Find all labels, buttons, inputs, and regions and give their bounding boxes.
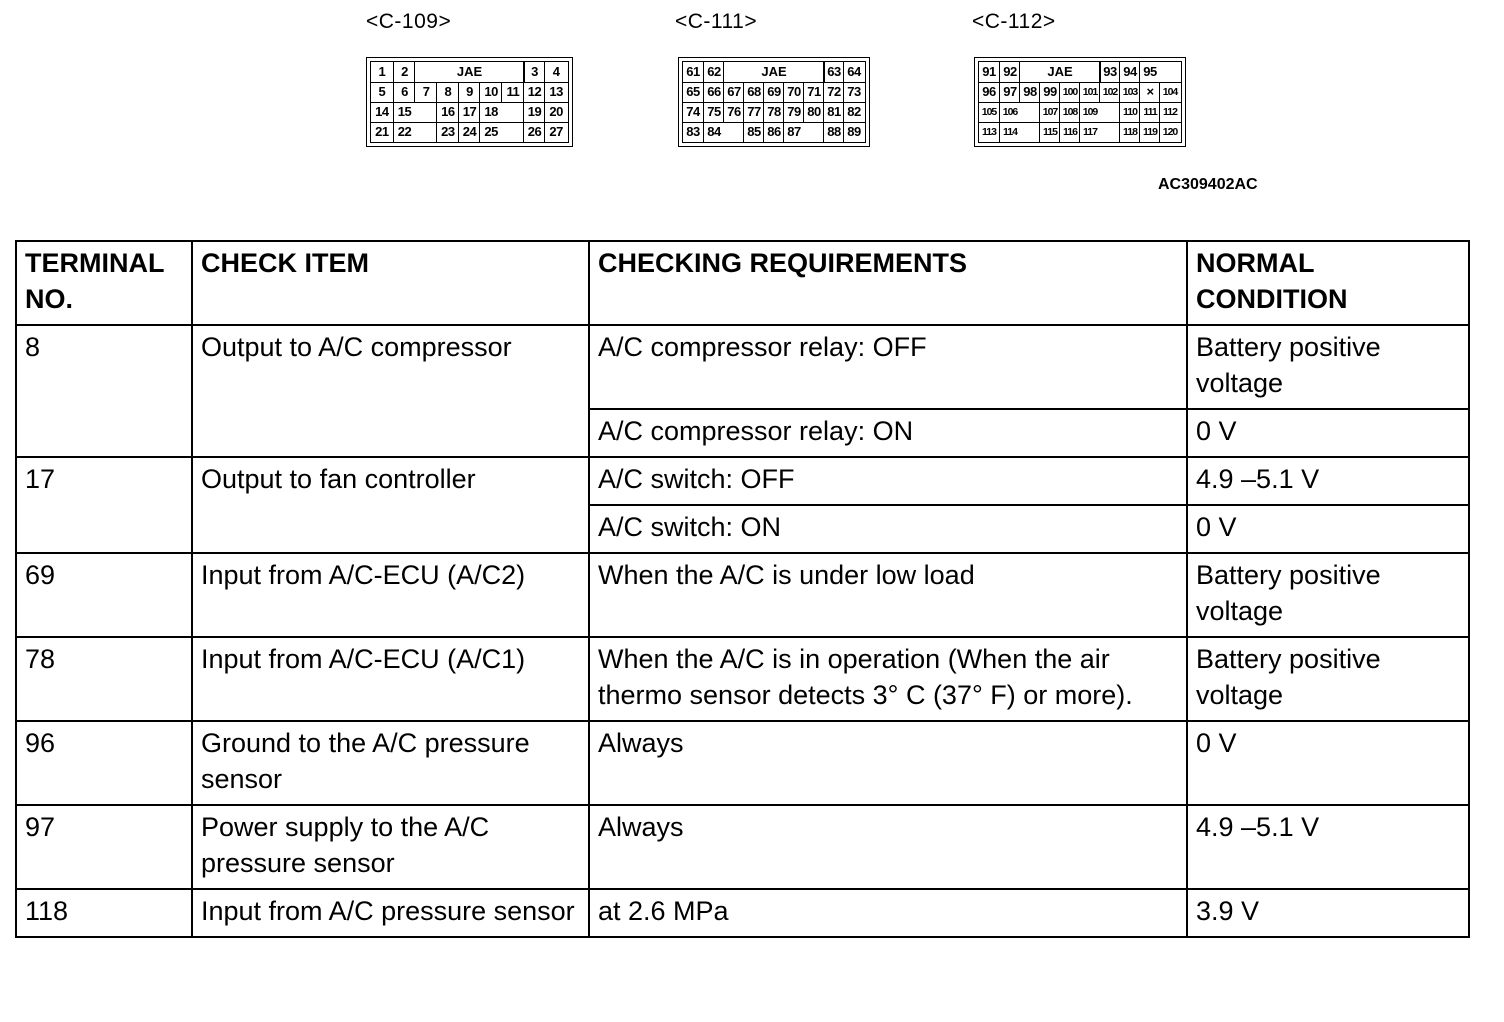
connector-pin: 18 — [479, 102, 502, 122]
connector-pin: 16 — [436, 102, 459, 122]
connector-brand-label: JAE — [723, 62, 825, 82]
connector-pin: 98 — [1019, 82, 1040, 102]
table-row — [16, 721, 1469, 805]
connector-pin: 101 — [1079, 82, 1100, 102]
normal-condition-cell: 0 V — [1187, 721, 1469, 805]
connector-pin: 17 — [458, 102, 481, 122]
connector-pin: 117 — [1079, 122, 1100, 142]
connector-pin: 69 — [763, 82, 784, 102]
connector-pin: 7 — [414, 82, 437, 102]
connector-pin: 93 — [1099, 62, 1120, 82]
connector-pin: 6 — [393, 82, 416, 102]
connector-pin: 95 — [1139, 62, 1160, 82]
connector-pin: 108 — [1059, 102, 1080, 122]
connector-label-c112: <C-112> — [972, 10, 1056, 33]
connector-pin: 23 — [436, 122, 459, 142]
header-checking-requirements: CHECKING REQUIREMENTS — [589, 241, 1187, 325]
normal-condition-cell: 0 V — [1187, 409, 1469, 457]
connector-pin-row — [979, 82, 1181, 103]
connector-pin: 64 — [843, 62, 864, 82]
normal-condition-cell: Battery positive voltage — [1187, 553, 1469, 637]
connector-diagram-c111 — [678, 57, 870, 147]
connector-pin: 97 — [999, 82, 1020, 102]
connector-pin-row — [371, 62, 568, 83]
connector-pin: 62 — [703, 62, 724, 82]
connector-pin: 105 — [981, 106, 997, 118]
requirement-cell: When the A/C is under low load — [589, 553, 1187, 637]
connector-pin: 10 — [479, 82, 502, 102]
requirement-cell: Always — [589, 805, 1187, 889]
connector-pin: 84 — [703, 122, 724, 142]
connector-pin: 14 — [375, 104, 389, 119]
connector-pin-row — [683, 122, 865, 142]
requirement-cell: at 2.6 MPa — [589, 889, 1187, 937]
connector-pin: 65 — [686, 84, 700, 99]
check-item-cell: Ground to the A/C pressure sensor — [192, 721, 589, 805]
connector-pin: 116 — [1059, 122, 1080, 142]
connector-pin: 21 — [375, 124, 389, 139]
connector-pin: 119 — [1139, 122, 1160, 142]
connector-pin: 115 — [1039, 122, 1060, 142]
normal-condition-cell: 0 V — [1187, 505, 1469, 553]
requirement-cell: A/C switch: ON — [589, 505, 1187, 553]
connector-pin-row — [371, 122, 568, 142]
connector-pin: 80 — [803, 102, 824, 122]
connector-brand-label: JAE — [1019, 62, 1101, 82]
connector-pin: 78 — [763, 102, 784, 122]
table-row — [16, 325, 1469, 409]
connector-pin: 118 — [1119, 122, 1140, 142]
terminal-check-table — [15, 240, 1470, 938]
connector-pin: 8 — [436, 82, 459, 102]
connector-pin-row — [683, 102, 865, 123]
connector-pin: 15 — [393, 102, 416, 122]
connector-pin: 96 — [982, 84, 996, 99]
requirement-cell: Always — [589, 721, 1187, 805]
check-item-cell: Input from A/C pressure sensor — [192, 889, 589, 937]
connector-pin-row — [371, 102, 568, 123]
connector-pin: 22 — [393, 122, 416, 142]
connector-pin: 112 — [1159, 102, 1180, 122]
connector-pin: 79 — [783, 102, 804, 122]
check-item-cell: Input from A/C-ECU (A/C1) — [192, 637, 589, 721]
connector-pin: 63 — [823, 62, 844, 82]
connector-face — [370, 61, 569, 143]
connector-face — [978, 61, 1182, 143]
connector-pin: 107 — [1039, 102, 1060, 122]
connector-pin: 74 — [686, 104, 700, 119]
normal-condition-cell: 4.9 –5.1 V — [1187, 457, 1469, 505]
table-row — [16, 889, 1469, 937]
connector-pin: 61 — [686, 64, 700, 79]
connector-pin: 99 — [1039, 82, 1060, 102]
header-check-item: CHECK ITEM — [192, 241, 589, 325]
connector-pin: 1 — [378, 64, 386, 79]
connector-pin: 11 — [501, 82, 524, 102]
check-item-cell: Power supply to the A/C pressure sensor — [192, 805, 589, 889]
connector-pin: 71 — [803, 82, 824, 102]
connector-pin: 12 — [523, 82, 546, 102]
connector-pin: 91 — [982, 64, 996, 79]
connector-diagram-c112 — [974, 57, 1186, 147]
figure-code: AC309402AC — [1158, 176, 1258, 193]
connector-label-c109: <C-109> — [366, 10, 452, 33]
connector-pin: 25 — [479, 122, 502, 142]
terminal-cell: 8 — [16, 325, 192, 457]
connector-brand-label: JAE — [414, 62, 524, 82]
terminal-cell: 69 — [16, 553, 192, 637]
connector-pin: 106 — [999, 102, 1020, 122]
connector-pin: 81 — [823, 102, 844, 122]
check-item-cell: Input from A/C-ECU (A/C2) — [192, 553, 589, 637]
normal-condition-cell: 3.9 V — [1187, 889, 1469, 937]
connector-pin: 19 — [523, 102, 546, 122]
terminal-cell: 78 — [16, 637, 192, 721]
terminal-cell: 17 — [16, 457, 192, 553]
connector-pin: 77 — [743, 102, 764, 122]
connector-pin: 3 — [523, 62, 546, 82]
connector-pin: 5 — [378, 84, 386, 99]
connector-pin: 109 — [1079, 102, 1100, 122]
connector-pin: 94 — [1119, 62, 1140, 82]
connector-pin: 66 — [703, 82, 724, 102]
connector-pin: 83 — [686, 124, 700, 139]
connector-pin: 85 — [743, 122, 764, 142]
connector-pin: 13 — [544, 82, 567, 102]
connector-pin: 2 — [393, 62, 416, 82]
connector-pin: 82 — [843, 102, 864, 122]
connector-pin: 4 — [544, 62, 567, 82]
connector-pin: 111 — [1139, 102, 1160, 122]
connector-pin: 20 — [544, 102, 567, 122]
connector-pin-row — [979, 62, 1181, 83]
connector-pin: 9 — [458, 82, 481, 102]
terminal-cell: 97 — [16, 805, 192, 889]
connector-pin: 67 — [723, 82, 744, 102]
normal-condition-cell: 4.9 –5.1 V — [1187, 805, 1469, 889]
connector-pin-row — [371, 82, 568, 103]
table-row — [16, 457, 1469, 505]
normal-condition-cell: Battery positive voltage — [1187, 325, 1469, 409]
connector-pin: 88 — [823, 122, 844, 142]
table-row — [16, 553, 1469, 637]
requirement-cell: A/C switch: OFF — [589, 457, 1187, 505]
terminal-cell: 118 — [16, 889, 192, 937]
table-row — [16, 637, 1469, 721]
connector-pin: 73 — [843, 82, 864, 102]
requirement-cell: When the A/C is in operation (When the air thermo sensor detects 3° C (37° F) or more). — [589, 637, 1187, 721]
unused-pin-cross-icon: × — [1139, 82, 1160, 102]
connector-pin: 68 — [743, 82, 764, 102]
connector-pin: 72 — [823, 82, 844, 102]
connector-pin: 120 — [1159, 122, 1180, 142]
connector-pin: 102 — [1099, 82, 1120, 102]
table-row — [16, 805, 1469, 889]
check-item-cell: Output to fan controller — [192, 457, 589, 553]
table-header-row — [16, 241, 1469, 325]
connector-pin: 27 — [544, 122, 567, 142]
connector-pin: 100 — [1059, 82, 1080, 102]
check-item-cell: Output to A/C compressor — [192, 325, 589, 457]
connector-label-c111: <C-111> — [675, 10, 758, 33]
connector-pin: 92 — [999, 62, 1020, 82]
connector-pin: 89 — [843, 122, 864, 142]
connector-pin: 70 — [783, 82, 804, 102]
connector-diagram-c109 — [366, 57, 573, 147]
connector-pin: 87 — [783, 122, 804, 142]
connector-pin: 86 — [763, 122, 784, 142]
requirement-cell: A/C compressor relay: ON — [589, 409, 1187, 457]
header-normal-condition: NORMAL CONDITION — [1187, 241, 1469, 325]
connector-pin-row — [979, 102, 1181, 123]
connector-pin: 113 — [982, 126, 996, 138]
connector-pin: 76 — [723, 102, 744, 122]
connector-pin: 104 — [1159, 82, 1180, 102]
connector-pin: 24 — [458, 122, 481, 142]
connector-pin-row — [683, 82, 865, 103]
requirement-cell: A/C compressor relay: OFF — [589, 325, 1187, 409]
connector-face — [682, 61, 866, 143]
connector-pin-row — [979, 122, 1181, 142]
connector-pin: 114 — [999, 122, 1020, 142]
header-terminal-no: TERMINAL NO. — [16, 241, 192, 325]
terminal-cell: 96 — [16, 721, 192, 805]
connector-pin: 110 — [1119, 102, 1140, 122]
connector-pin: 75 — [703, 102, 724, 122]
connector-pin: 103 — [1119, 82, 1140, 102]
connector-pin-row — [683, 62, 865, 83]
connector-pin: 26 — [523, 122, 546, 142]
normal-condition-cell: Battery positive voltage — [1187, 637, 1469, 721]
